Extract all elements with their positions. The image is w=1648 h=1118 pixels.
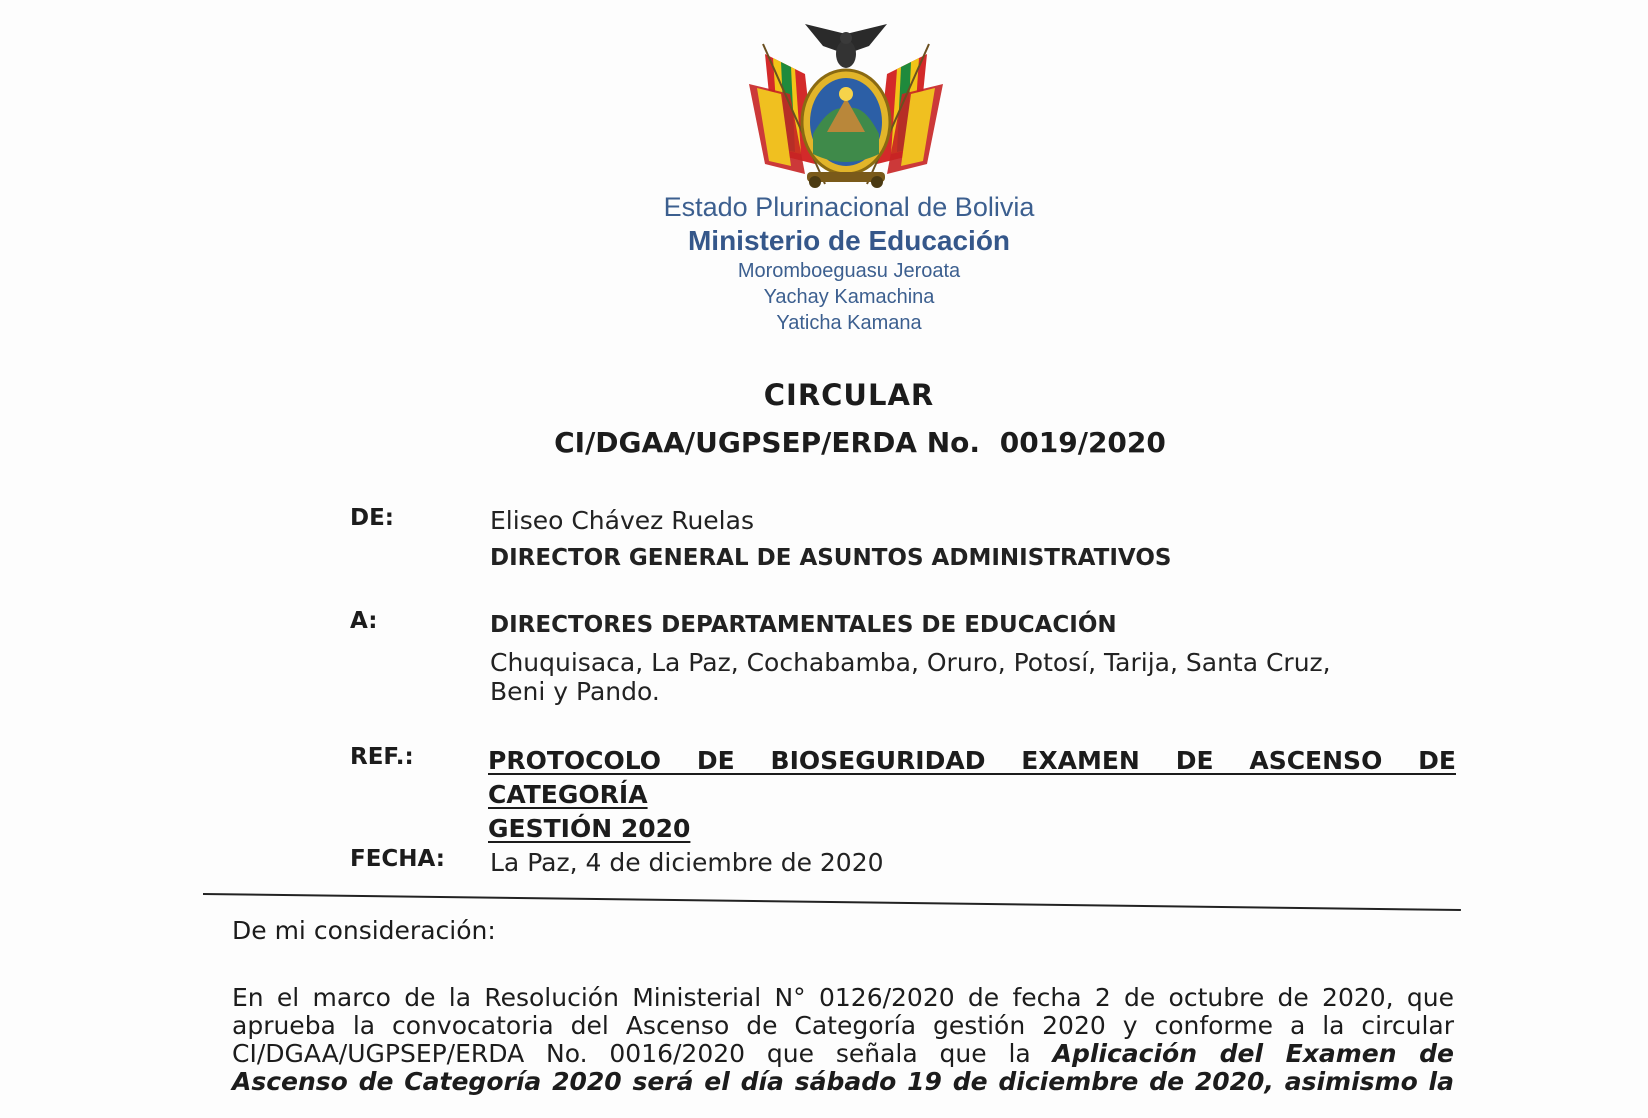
circular-title: CIRCULAR (763, 378, 935, 412)
ref-subject-line2: GESTIÓN 2020 (488, 814, 691, 843)
circular-code: CI/DGAA/UGPSEP/ERDA No. (554, 426, 981, 459)
letterhead-language-3: Yaticha Kamana (776, 312, 922, 334)
letterhead-language-2: Yachay Kamachina (763, 286, 935, 308)
body-line-4-plain: , asimismo la (1264, 1067, 1454, 1096)
letterhead-ministry: Ministerio de Educación (687, 225, 1011, 256)
date-label: FECHA: (350, 846, 445, 872)
from-title: DIRECTOR GENERAL DE ASUNTOS ADMINISTRATIVOS (490, 545, 1172, 571)
body-line-1: En el marco de la Resolución Ministerial N° 0126/2020 de fecha 2 de octubre de 2020, que (232, 983, 1454, 1012)
letterhead-language-1: Moromboeguasu Jeroata (737, 260, 961, 282)
bolivia-coat-of-arms (735, 14, 957, 194)
body-line-3-plain: CI/DGAA/UGPSEP/ERDA No. 0016/2020 que señala que la (232, 1039, 1031, 1068)
date-value: La Paz, 4 de diciembre de 2020 (490, 848, 884, 877)
circular-number-line (520, 426, 1200, 459)
header-divider (203, 893, 1461, 911)
to-departments-line1: Chuquisaca, La Paz, Cochabamba, Oruro, Potosí, Tarija, Santa Cruz, (490, 648, 1331, 677)
circular-number: 0019/2020 (999, 426, 1166, 459)
body-paragraph (232, 984, 1454, 1096)
from-name: Eliseo Chávez Ruelas (490, 506, 754, 535)
ref-subject (488, 744, 1456, 846)
salutation: De mi consideración: (232, 916, 496, 945)
body-line-4-emphasis: Ascenso de Categoría 2020 será el día sábado 19 de diciembre de 2020 (232, 1067, 1265, 1096)
body-line-3-emphasis: Aplicación del Examen de (1052, 1039, 1454, 1068)
to-label: A: (350, 608, 378, 634)
body-line-4 (232, 1068, 1454, 1096)
condor (805, 24, 887, 68)
from-label: DE: (350, 505, 395, 531)
body-line-3 (232, 1040, 1454, 1068)
ref-subject-line1: PROTOCOLO DE BIOSEGURIDAD EXAMEN DE ASCENSO DE CATEGORÍA (488, 746, 1456, 809)
letterhead-state: Estado Plurinacional de Bolivia (663, 192, 1035, 222)
body-line-2: aprueba la convocatoria del Ascenso de Categoría gestión 2020 y conforme a la circular (232, 1011, 1454, 1040)
to-title: DIRECTORES DEPARTAMENTALES DE EDUCACIÓN (490, 612, 1117, 638)
to-departments-line2: Beni y Pando. (490, 677, 660, 706)
ref-label: REF.: (350, 744, 414, 770)
